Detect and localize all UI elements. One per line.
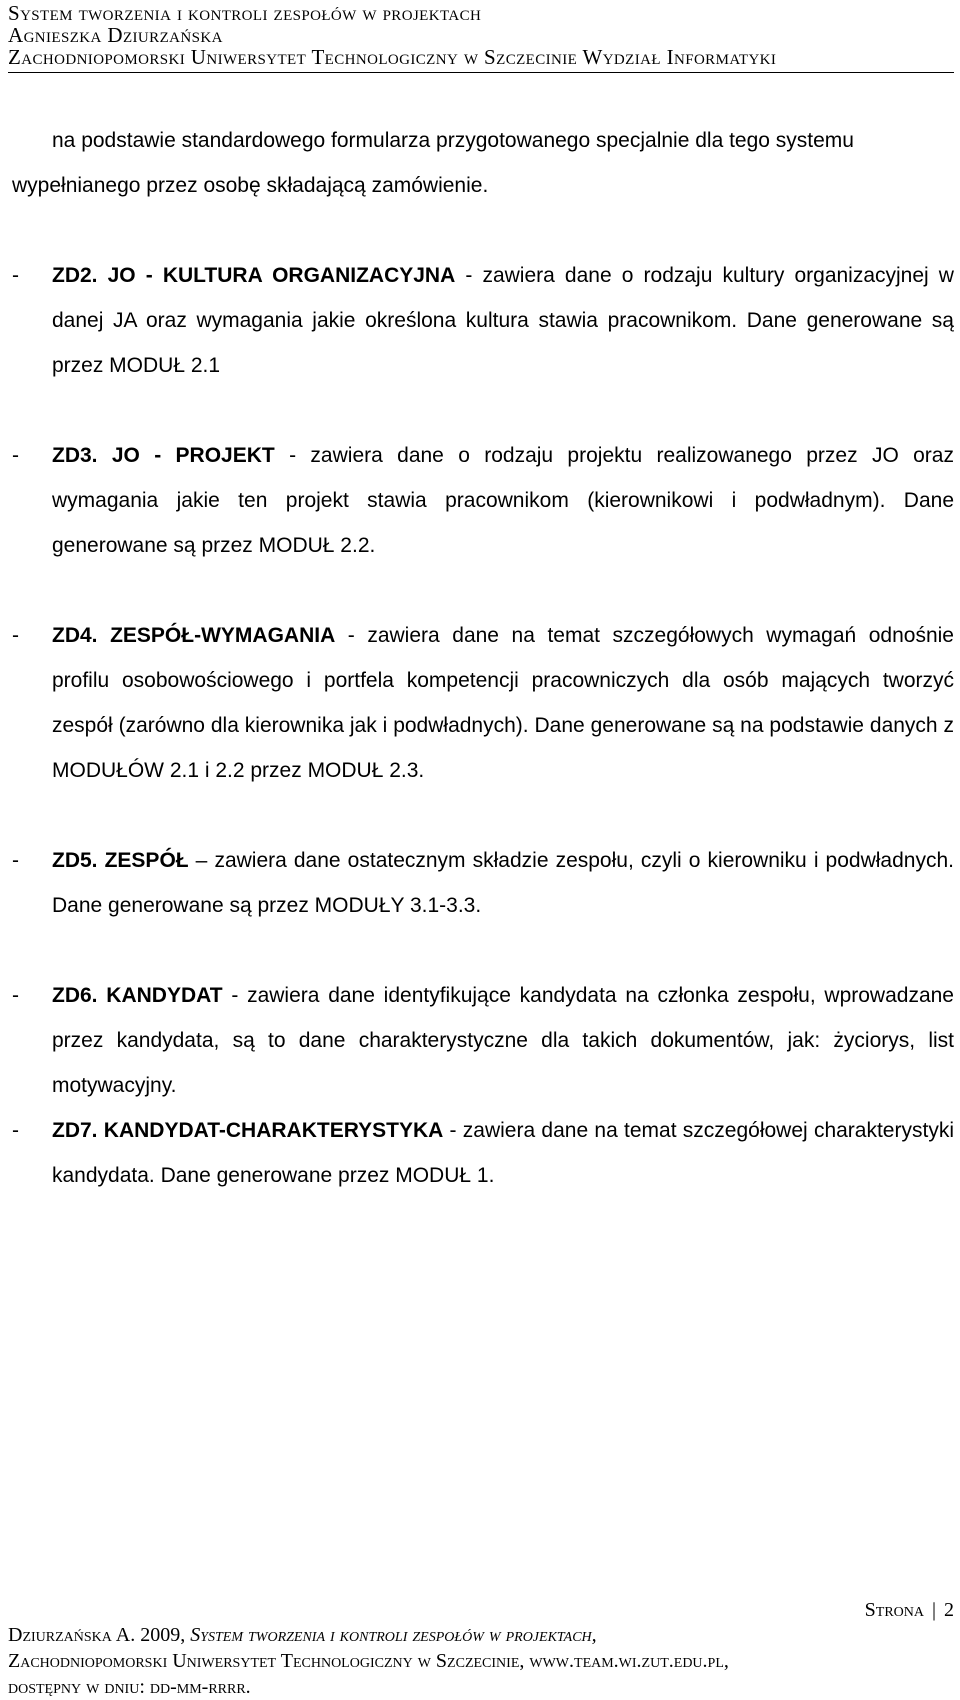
- list-item-zd5: [12, 838, 954, 928]
- page-separator: |: [931, 1599, 936, 1621]
- list-item-zd6: [12, 973, 954, 1108]
- spacer: [12, 568, 954, 613]
- list-item-zd7: [12, 1108, 954, 1198]
- list-item-body: [52, 253, 954, 388]
- citation-line-2: Zachodniopomorski Uniwersytet Technologiczny w Szczecinie, www.team.wi.zut.edu.pl,: [8, 1650, 729, 1672]
- item-description: - zawiera dane o rodzaju kultury organizacyjnej w danej JA oraz wymagania jakie określona kultura stawia pracownikom. Dane generowane są przez MODUŁ 2.1: [52, 264, 954, 377]
- item-name: ZESPÓŁ: [104, 849, 189, 872]
- item-code: ZD5.: [52, 849, 98, 872]
- list-item-zd3: [12, 433, 954, 568]
- page-footer: [8, 1598, 954, 1700]
- item-name: KANDYDAT-CHARAKTERYSTYKA: [103, 1119, 444, 1142]
- item-description: - zawiera dane o rodzaju projektu realizowanego przez JO oraz wymagania jakie ten projekt stawia pracownikom (kierownikowi i podwładnym). Dane generowane są przez MODUŁ 2.2.: [52, 444, 954, 557]
- item-code: ZD4.: [52, 624, 98, 647]
- page-label: Strona: [864, 1599, 924, 1621]
- header-title: System tworzenia i kontroli zespołów w projektach: [8, 1, 482, 25]
- spacer: [12, 793, 954, 838]
- item-name: JO - PROJEKT: [111, 444, 275, 467]
- item-code: ZD7.: [52, 1119, 98, 1142]
- list-item-body: [52, 838, 954, 928]
- intro-paragraph: [12, 118, 954, 208]
- item-description: - zawiera dane na temat szczegółowej charakterystyki kandydata. Dane generowane przez MODUŁ 1.: [52, 1119, 954, 1187]
- item-name: ZESPÓŁ-WYMAGANIA: [110, 624, 336, 647]
- page-number: 2: [944, 1599, 954, 1621]
- item-description: – zawiera dane ostatecznym składzie zespołu, czyli o kierowniku i podwładnych. Dane generowane są przez MODUŁY 3.1-3.3.: [52, 849, 954, 917]
- citation-title: System tworzenia i kontroli zespołów w projektach,: [190, 1624, 597, 1646]
- citation-author: Dziurzańska A. 2009,: [8, 1624, 186, 1646]
- list-item-body: [52, 1108, 954, 1198]
- list-item-zd2: [12, 253, 954, 388]
- list-item-body: [52, 973, 954, 1108]
- list-dash: -: [12, 984, 19, 1007]
- spacer: [12, 388, 954, 433]
- header-divider: [8, 72, 954, 73]
- intro-text: na podstawie standardowego formularza przygotowanego specjalnie dla tego systemu wypełnianego przez osobę składającą zamówienie.: [12, 129, 854, 197]
- list-dash: -: [12, 849, 19, 872]
- list-dash: -: [12, 444, 19, 467]
- list-dash: -: [12, 1119, 19, 1142]
- item-description: - zawiera dane identyfikujące kandydata na członka zespołu, wprowadzane przez kandydata, są to dane charakterystyczne dla takich dokumentów, jak: życiorys, list motywacyjny.: [52, 984, 954, 1097]
- header-author: Agnieszka Dziurzańska: [8, 23, 223, 47]
- item-description: - zawiera dane na temat szczegółowych wymagań odnośnie profilu osobowościowego i portfela kompetencji pracowniczych dla osób mających tworzyć zespół (zarówno dla kierownika jak i podwładnych). Dane generowane są na podstawie danych z MODUŁÓW 2.1 i 2.2 przez MODUŁ 2.3.: [52, 624, 954, 782]
- page-header: [8, 2, 954, 68]
- spacer: [12, 928, 954, 973]
- list-dash: -: [12, 624, 19, 647]
- header-institution: Zachodniopomorski Uniwersytet Technologiczny w Szczecinie Wydział Informatyki: [8, 45, 777, 69]
- item-name: JO - KULTURA ORGANIZACYJNA: [107, 264, 456, 287]
- citation-line-3: dostępny w dniu: dd-mm-rrrr.: [8, 1676, 251, 1698]
- list-item-zd4: [12, 613, 954, 793]
- document-body: [12, 118, 954, 1198]
- citation-line-1: [8, 1622, 954, 1648]
- item-name: KANDYDAT: [106, 984, 223, 1007]
- list-item-body: [52, 433, 954, 568]
- spacer: [12, 208, 954, 253]
- page-number-line: [8, 1598, 954, 1622]
- list-item-body: [52, 613, 954, 793]
- list-dash: -: [12, 264, 19, 287]
- item-code: ZD6.: [52, 984, 98, 1007]
- item-code: ZD3.: [52, 444, 98, 467]
- item-code: ZD2.: [52, 264, 98, 287]
